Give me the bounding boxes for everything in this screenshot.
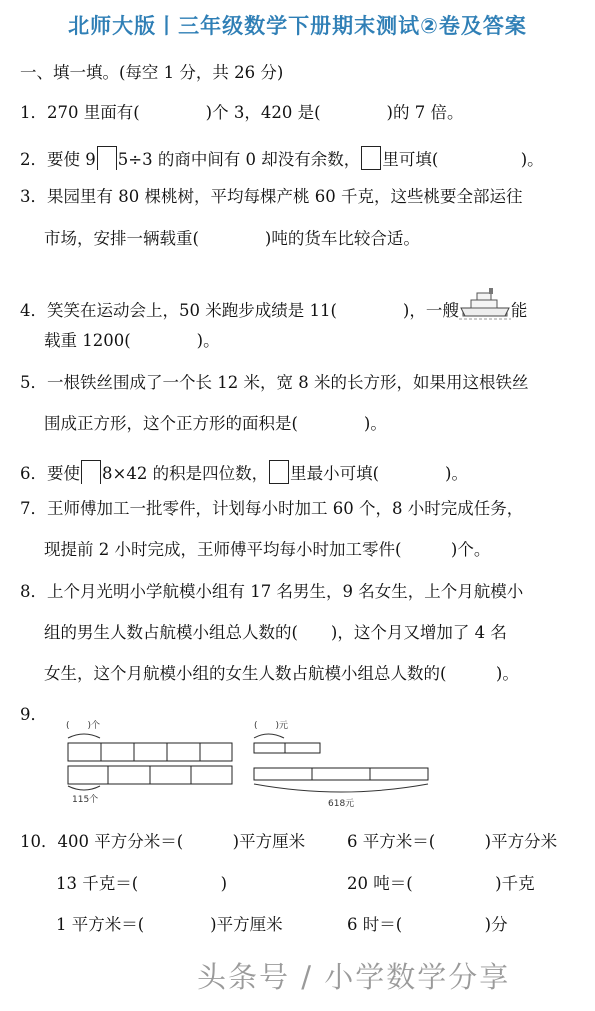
diagram-right-top-label: ( )元 — [254, 721, 289, 731]
question-10-row-2-right: 20 吨＝( )千克 — [347, 874, 535, 893]
watermark: 头条号 / 小学数学分享 — [197, 960, 511, 994]
question-6-part-c: 里最小可填( )。 — [290, 464, 468, 483]
question-5-line-2: 围成正方形，这个正方形的面积是( )。 — [44, 414, 387, 433]
question-6-part-a: 6．要使 — [20, 464, 80, 483]
question-2-part-c: 里可填( )。 — [382, 150, 544, 169]
blank-box — [97, 146, 117, 170]
page-title: 北师大版丨三年级数学下册期末测试②卷及答案 — [68, 14, 527, 38]
question-2 — [20, 146, 544, 171]
question-10-row-1-right: 6 平方米＝( )平方分米 — [347, 832, 558, 851]
question-4-part-a: 4．笑笑在运动会上，50 米跑步成绩是 11( )，一艘 — [20, 301, 459, 320]
question-2-part-a: 2．要使 9 — [20, 150, 96, 169]
diagram-right-bottom-label: 618元 — [328, 799, 355, 809]
blank-box — [269, 460, 289, 484]
question-8-line-1: 8．上个月光明小学航模小组有 17 名男生，9 名女生，上个月航模小 — [20, 582, 524, 601]
ship-icon — [459, 288, 511, 322]
question-2-part-b: 5÷3 的商中间有 0 却没有余数， — [117, 150, 361, 169]
question-10-row-1-left: 10．400 平方分米＝( )平方厘米 — [20, 832, 306, 851]
diagram-left-top-label: ( )个 — [66, 721, 101, 731]
section-heading: 一、填一填。(每空 1 分，共 26 分) — [20, 63, 284, 82]
segment-diagram-left — [60, 716, 240, 808]
diagram-left-bottom-label: 115个 — [72, 795, 99, 805]
question-8-line-2: 组的男生人数占航模小组总人数的( )，这个月又增加了 4 名 — [44, 623, 507, 642]
question-3-line-1: 3．果园里有 80 棵桃树，平均每棵产桃 60 千克，这些桃要全部运往 — [20, 187, 523, 206]
question-4-line-2: 载重 1200( )。 — [44, 331, 220, 350]
question-5-line-1: 5．一根铁丝围成了一个长 12 米，宽 8 米的长方形，如果用这根铁丝 — [20, 373, 529, 392]
question-7-line-1: 7．王师傅加工一批零件，计划每小时加工 60 个，8 小时完成任务， — [20, 499, 524, 518]
blank-box — [81, 460, 101, 484]
question-10-row-3-left: 1 平方米＝( )平方厘米 — [56, 915, 283, 934]
blank-box — [361, 146, 381, 170]
question-1: 1．270 里面有( )个 3，420 是( )的 7 倍。 — [20, 103, 464, 122]
question-6-part-b: 8×42 的积是四位数， — [102, 464, 269, 483]
question-3-line-2: 市场，安排一辆载重( )吨的货车比较合适。 — [44, 229, 420, 248]
question-6 — [20, 460, 468, 485]
question-8-line-3: 女生，这个月航模小组的女生人数占航模小组总人数的( )。 — [44, 664, 519, 683]
question-4-part-b: 能 — [510, 301, 528, 320]
question-7-line-2: 现提前 2 小时完成，王师傅平均每小时加工零件( )个。 — [44, 540, 491, 559]
question-9-label: 9． — [20, 705, 47, 724]
question-4-line-1 — [20, 288, 527, 322]
question-10-row-2-left: 13 千克＝( ) — [56, 874, 228, 893]
question-10-row-3-right: 6 时＝( )分 — [347, 915, 508, 934]
segment-diagram-right — [248, 716, 433, 812]
